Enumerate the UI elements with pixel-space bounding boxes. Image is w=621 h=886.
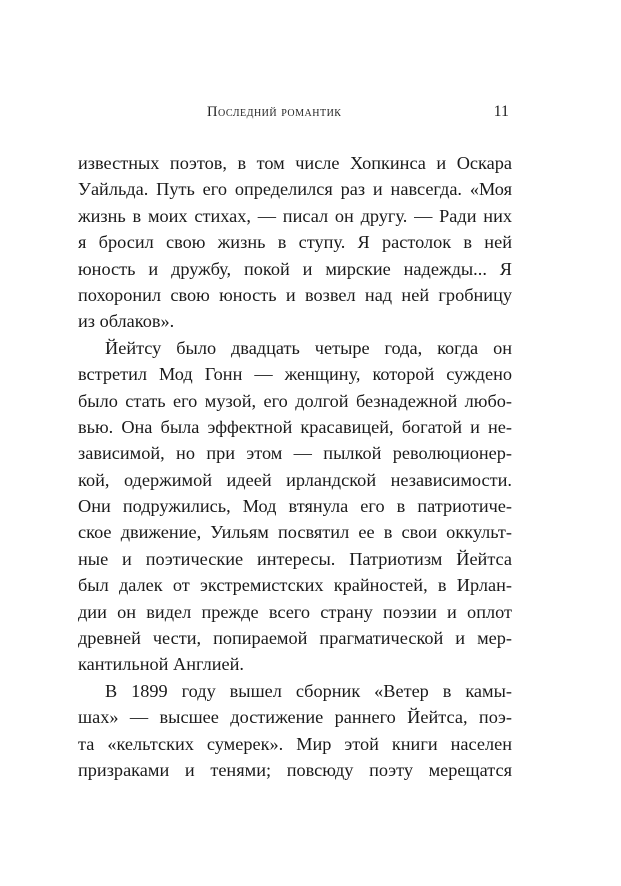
text-line: кантильной Англией. — [78, 654, 244, 675]
text-line: кой, одержимой идеей ирландской независимости. — [78, 469, 512, 490]
text-line: зависимой, но при этом — пылкой революционер- — [78, 443, 512, 464]
text-line: Уайльда. Путь его определился раз и навсегда. «Моя — [78, 179, 512, 200]
text-line: жизнь в моих стихах, — писал он другу. — Ради них — [78, 205, 512, 226]
text-line: та «кельтских сумерек». Мир этой книги населен — [78, 733, 512, 754]
text-line: Йейтсу было двадцать четыре года, когда он — [105, 337, 512, 358]
body-text — [78, 150, 512, 783]
text-line: ское движение, Уильям посвятил ее в свои оккульт- — [78, 522, 512, 543]
running-head-title: Последний романтик — [207, 104, 342, 120]
text-line: известных поэтов, в том числе Хопкинса и Оскара — [78, 153, 512, 173]
text-line: призраками и тенями; повсюду поэту мерещатся — [78, 759, 512, 780]
text-line: похоронил свою юность и возвел над ней гробницу — [78, 284, 512, 305]
text-line: шах» — высшее достижение раннего Йейтса, поэ- — [78, 707, 512, 728]
text-line: я бросил свою жизнь в ступу. Я растолок в ней — [78, 232, 512, 253]
text-line: древней чести, попираемой прагматической и мер- — [78, 628, 512, 649]
text-line: был далек от экстремистских крайностей, в Ирлан- — [78, 575, 512, 596]
text-line: было стать его музой, его долгой безнадежной любо- — [78, 390, 512, 411]
page-number: 11 — [493, 103, 509, 120]
text-line: встретил Мод Гонн — женщину, которой суждено — [78, 364, 512, 385]
text-line: вью. Она была эффектной красавицей, богатой и не- — [78, 416, 512, 437]
text-line: ные и поэтические интересы. Патриотизм Йейтса — [78, 548, 512, 569]
text-line: дии он видел прежде всего страну поэзии и оплот — [78, 601, 512, 622]
text-line: юность и дружбу, покой и мирские надежды... Я — [78, 258, 512, 279]
text-line: В 1899 году вышел сборник «Ветер в камы- — [105, 680, 512, 701]
text-line: из облаков». — [78, 311, 175, 332]
text-line: Они подружились, Мод втянула его в патриотиче- — [78, 496, 512, 517]
